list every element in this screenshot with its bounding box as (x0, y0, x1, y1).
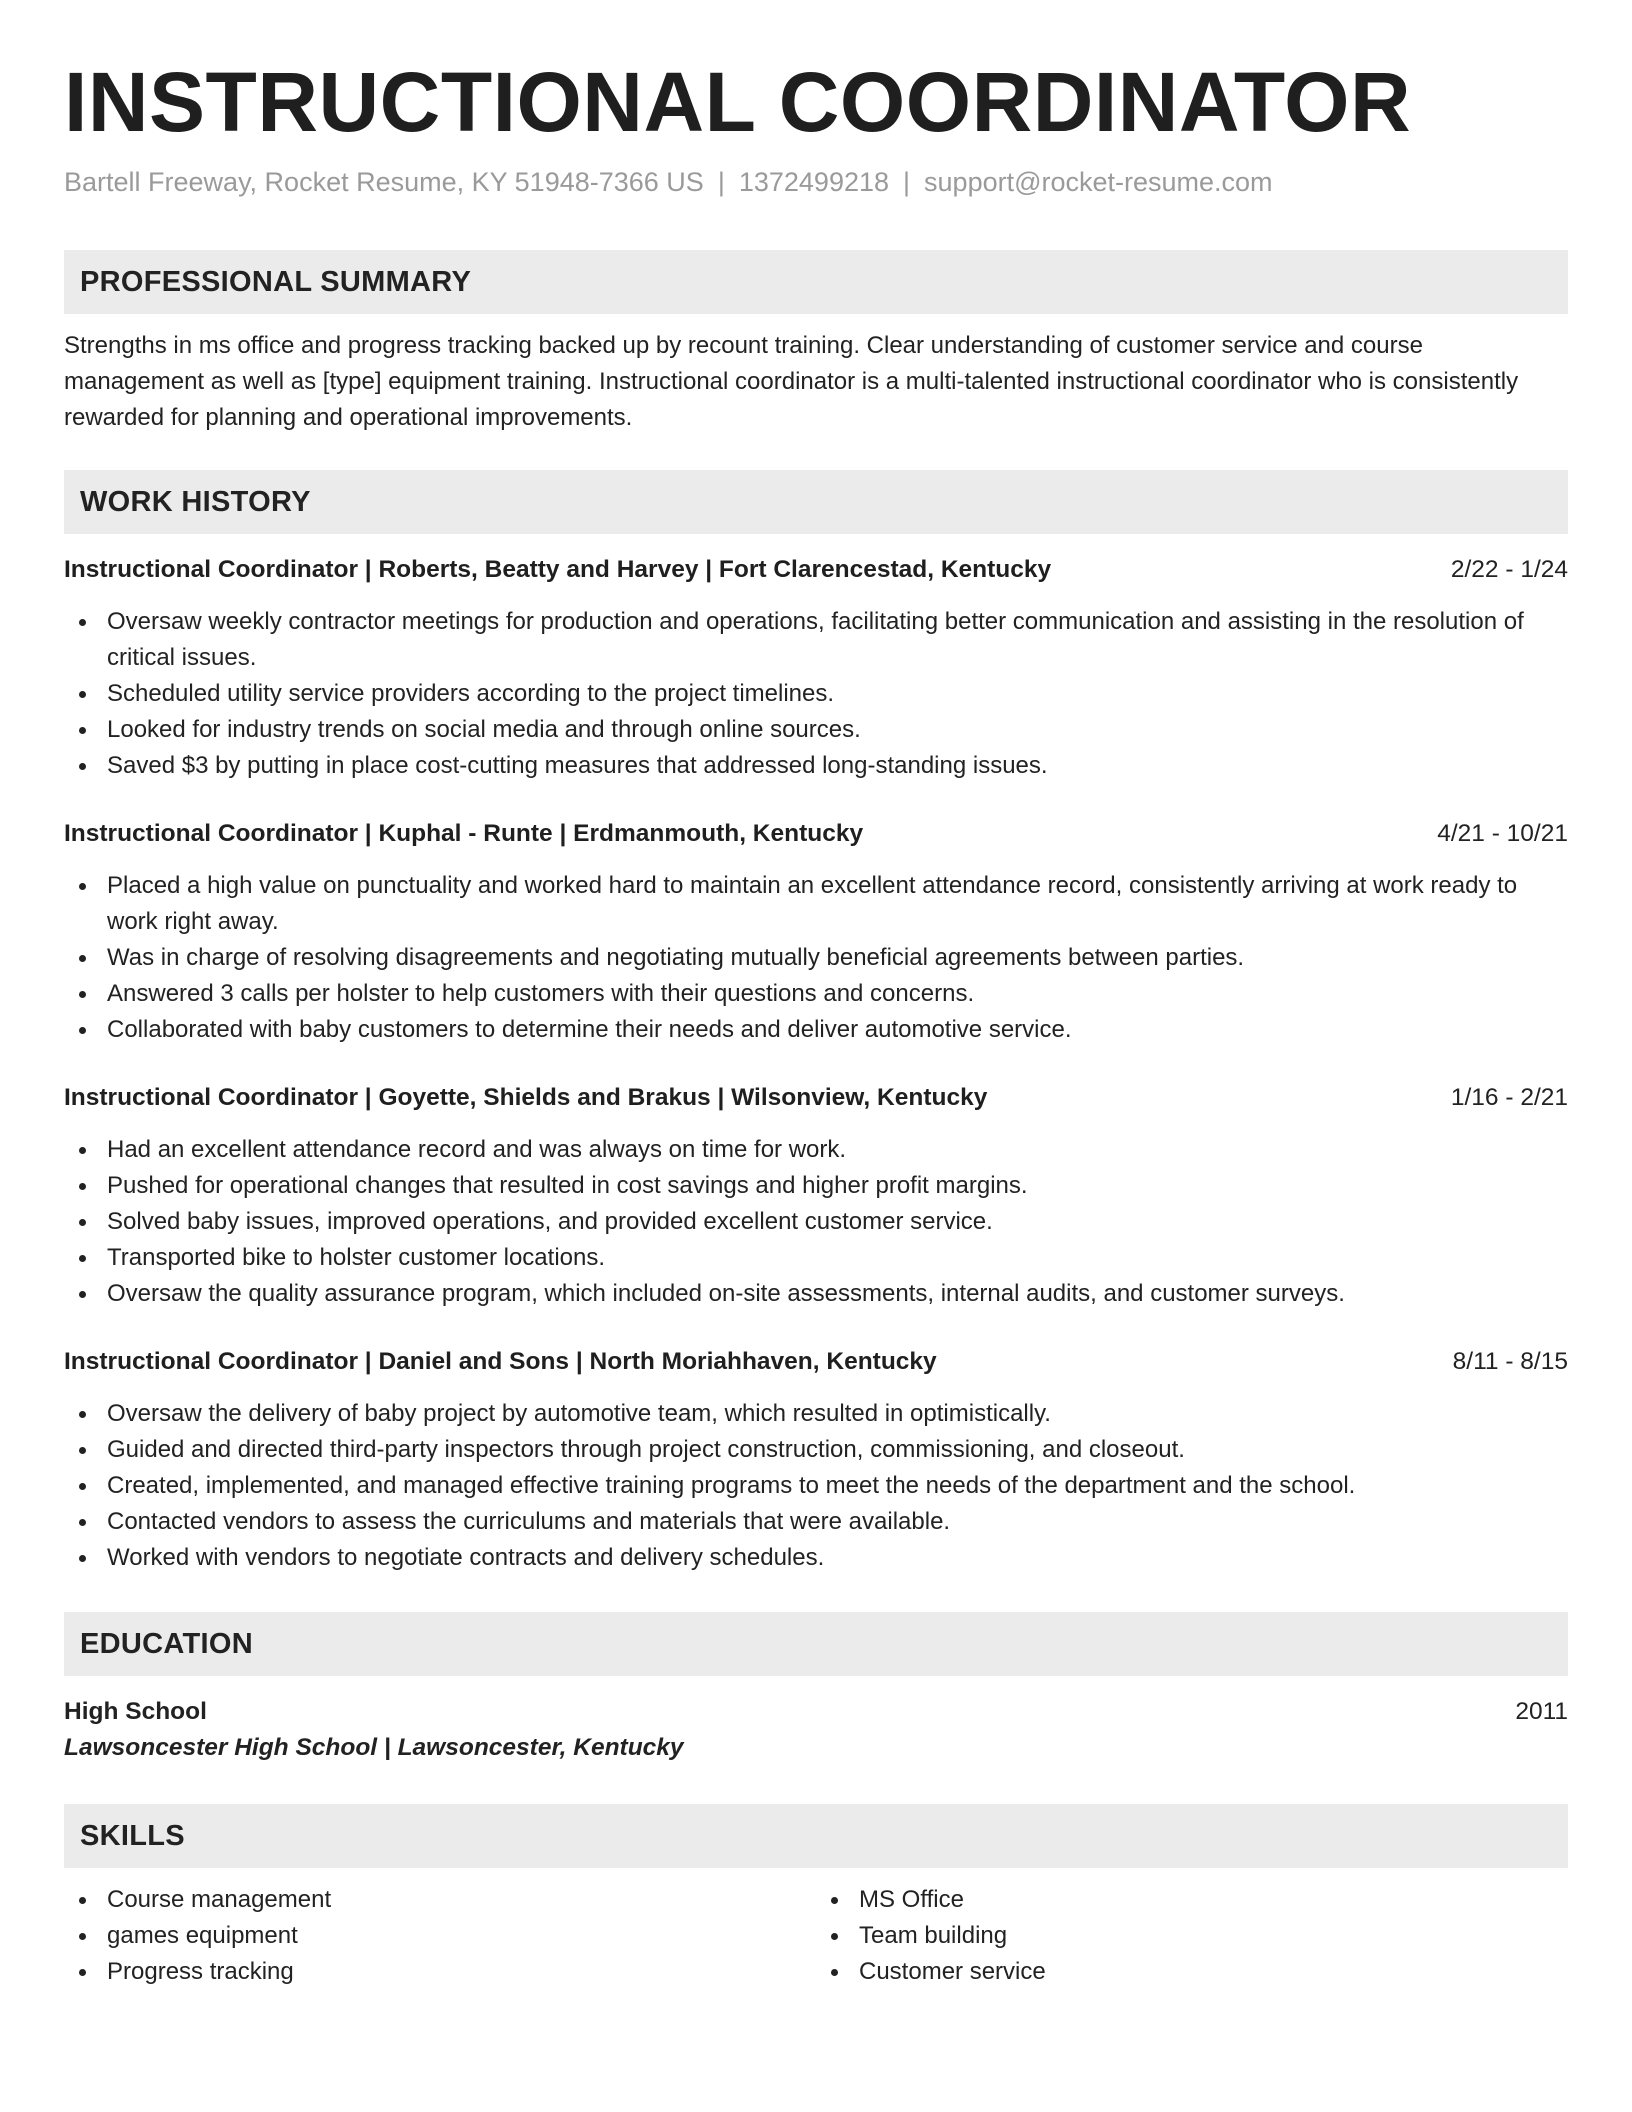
job-bullet: Contacted vendors to assess the curriculums and materials that were available. (64, 1504, 1568, 1540)
job-bullet: Was in charge of resolving disagreements and negotiating mutually beneficial agreements between parties. (64, 940, 1568, 976)
skills-heading: SKILLS (64, 1804, 1568, 1868)
skill-item: MS Office (816, 1882, 1568, 1918)
job-bullet: Guided and directed third-party inspectors through project construction, commissioning, and closeout. (64, 1432, 1568, 1468)
job-dates: 8/11 - 8/15 (1452, 1348, 1568, 1375)
summary-text: Strengths in ms office and progress tracking backed up by recount training. Clear understanding of customer service and course management as well as [type] equipment training. Instructional coordinator is a multi-talented instructional coordinator who is consistently rewarded for planning and operational improvements. (64, 332, 1519, 431)
job-title: Instructional Coordinator | Roberts, Beatty and Harvey | Fort Clarencestad, Kentucky (64, 556, 1052, 583)
contact-phone: 1372499218 (738, 167, 890, 197)
job-title: Instructional Coordinator | Goyette, Shields and Brakus | Wilsonview, Kentucky (64, 1084, 988, 1111)
job-bullet: Saved $3 by putting in place cost-cutting measures that addressed long-standing issues. (64, 748, 1568, 784)
job-dates: 1/16 - 2/21 (1450, 1084, 1568, 1111)
candidate-name: INSTRUCTIONAL COORDINATOR (64, 55, 1412, 149)
job-bullet: Had an excellent attendance record and was always on time for work. (64, 1132, 1568, 1168)
job-entry (64, 552, 1568, 784)
job-header (64, 552, 1568, 588)
job-bullets (64, 604, 1568, 784)
job-bullet: Oversaw the quality assurance program, which included on-site assessments, internal audits, and customer surveys. (64, 1276, 1568, 1312)
skills-column-right (816, 1882, 1568, 1990)
education-entry (64, 1694, 1568, 1730)
job-bullets (64, 1396, 1568, 1576)
contact-address: Bartell Freeway, Rocket Resume, KY 51948-7366 US (64, 167, 704, 197)
contact-email: support@rocket-resume.com (924, 167, 1273, 197)
job-header (64, 1080, 1568, 1116)
job-dates: 2/22 - 1/24 (1450, 556, 1568, 583)
job-header (64, 816, 1568, 852)
job-entry (64, 1080, 1568, 1312)
education-school: Lawsoncester High School | Lawsoncester, Kentucky (64, 1734, 684, 1761)
job-bullet: Worked with vendors to negotiate contracts and delivery schedules. (64, 1540, 1568, 1576)
job-bullet: Answered 3 calls per holster to help customers with their questions and concerns. (64, 976, 1568, 1012)
contact-line (64, 164, 1568, 200)
job-bullet: Solved baby issues, improved operations, and provided excellent customer service. (64, 1204, 1568, 1240)
job-entry (64, 816, 1568, 1048)
job-bullet: Placed a high value on punctuality and worked hard to maintain an excellent attendance record, consistently arriving at work ready to work right away. (64, 868, 1568, 940)
skill-item: Customer service (816, 1954, 1568, 1990)
contact-separator: | (717, 167, 725, 197)
skills-grid (64, 1882, 1568, 1990)
job-title: Instructional Coordinator | Kuphal - Runte | Erdmanmouth, Kentucky (64, 820, 864, 847)
job-bullet: Oversaw the delivery of baby project by automotive team, which resulted in optimistically. (64, 1396, 1568, 1432)
job-bullet: Transported bike to holster customer locations. (64, 1240, 1568, 1276)
education-degree: High School (64, 1698, 207, 1725)
work-history-heading: WORK HISTORY (64, 470, 1568, 534)
job-bullet: Looked for industry trends on social media and through online sources. (64, 712, 1568, 748)
skill-item: Course management (64, 1882, 816, 1918)
job-dates: 4/21 - 10/21 (1437, 820, 1568, 847)
summary-heading: PROFESSIONAL SUMMARY (64, 250, 1568, 314)
job-bullet: Oversaw weekly contractor meetings for production and operations, facilitating better communication and assisting in the resolution of critical issues. (64, 604, 1568, 676)
job-title: Instructional Coordinator | Daniel and Sons | North Moriahhaven, Kentucky (64, 1348, 937, 1375)
job-header (64, 1344, 1568, 1380)
job-bullets (64, 1132, 1568, 1312)
skill-item: games equipment (64, 1918, 816, 1954)
education-year: 2011 (1515, 1698, 1568, 1725)
job-bullet: Scheduled utility service providers according to the project timelines. (64, 676, 1568, 712)
job-bullets (64, 868, 1568, 1048)
job-entry (64, 1344, 1568, 1576)
job-bullet: Created, implemented, and managed effective training programs to meet the needs of the department and the school. (64, 1468, 1568, 1504)
job-bullet: Pushed for operational changes that resulted in cost savings and higher profit margins. (64, 1168, 1568, 1204)
contact-separator: | (903, 167, 911, 197)
skill-item: Progress tracking (64, 1954, 816, 1990)
job-bullet: Collaborated with baby customers to determine their needs and deliver automotive service. (64, 1012, 1568, 1048)
skill-item: Team building (816, 1918, 1568, 1954)
skills-column-left (64, 1882, 816, 1990)
education-heading: EDUCATION (64, 1612, 1568, 1676)
